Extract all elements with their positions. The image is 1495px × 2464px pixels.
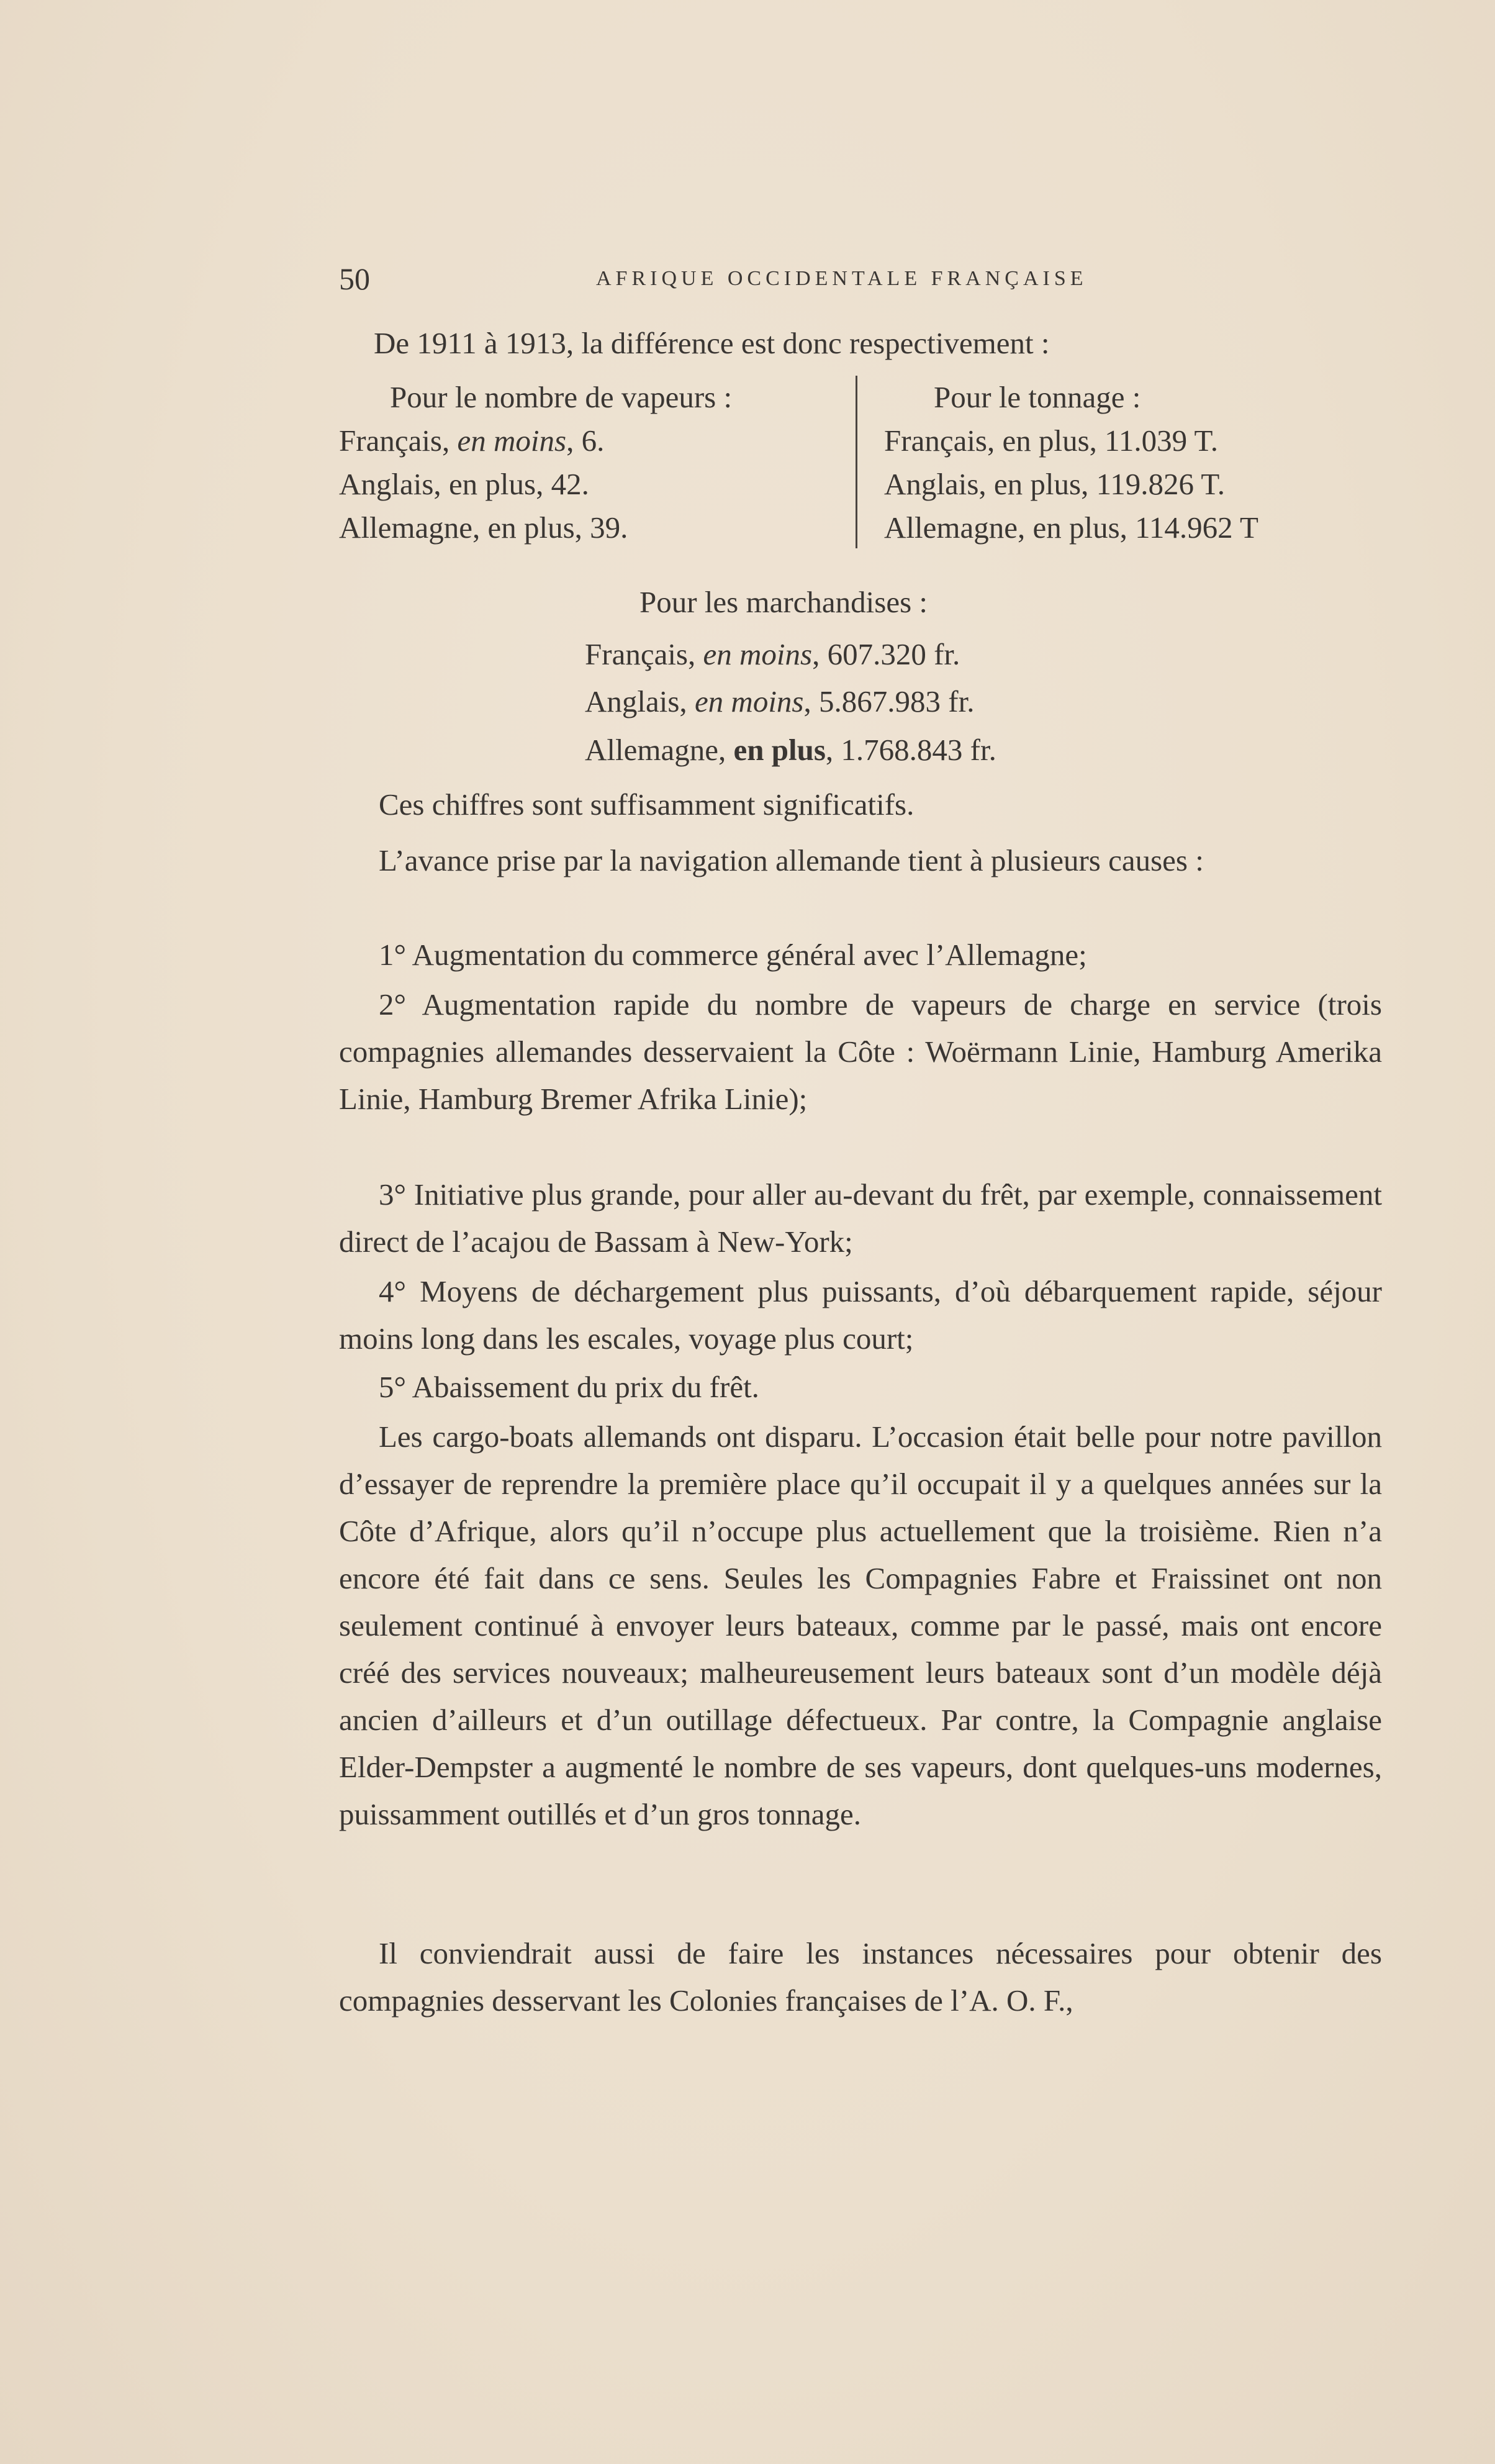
right-row: Allemagne, en plus, 114.962 T bbox=[884, 510, 1258, 545]
right-column-heading: Pour le tonnage : bbox=[934, 380, 1141, 414]
paragraph: 5° Abaissement du prix du frêt. bbox=[379, 1370, 759, 1404]
intro-line: De 1911 à 1913, la différence est donc respectivement : bbox=[374, 326, 1050, 360]
paragraph: Les cargo-boats allemands ont disparu. L’occasion était belle pour notre pavillon d’essayer de reprendre la première place qu’il occupait il y a quelques années sur la Côte d’Afrique, alors qu’il n’occupe plus actuellement que la troisième. Rien n’a encore été fait dans ce sens. Seules les Compagnies Fabre et Fraissinet ont non seulement continué à envoyer leurs bateaux, comme par le passé, mais ont encore créé des services nouveaux; malheureusement leurs bateaux sont d’un modèle déjà ancien d’ailleurs et d’un outillage défectueux. Par contre, la Compagnie anglaise Elder-Dempster a augmenté le nombre de ses vapeurs, dont quelques-uns modernes, puissamment outillés et d’un gros tonnage. bbox=[339, 1420, 1382, 1831]
left-column-heading: Pour le nombre de vapeurs : bbox=[390, 380, 733, 414]
goods-heading: Pour les marchandises : bbox=[639, 585, 928, 619]
paragraph: L’avance prise par la navigation allemande tient à plusieurs causes : bbox=[379, 843, 1204, 877]
column-divider bbox=[856, 376, 857, 548]
goods-row: Anglais, en moins, 5.867.983 fr. bbox=[585, 684, 975, 718]
goods-row: Français, en moins, 607.320 fr. bbox=[585, 637, 960, 671]
page-number: 50 bbox=[339, 261, 370, 296]
left-row: Français, en moins, 6. bbox=[339, 424, 605, 458]
left-row: Allemagne, en plus, 39. bbox=[339, 510, 628, 545]
paragraph: Il conviendrait aussi de faire les instances nécessaires pour obtenir des compagnies desservant les Colonies françaises de l’A. O. F., bbox=[339, 1936, 1382, 2018]
goods-row: Allemagne, en plus, 1.768.843 fr. bbox=[585, 733, 996, 767]
paragraph: Ces chiffres sont suffisamment significatifs. bbox=[379, 787, 915, 822]
running-title: AFRIQUE OCCIDENTALE FRANÇAISE bbox=[596, 267, 1088, 290]
paragraph: 3° Initiative plus grande, pour aller au-devant du frêt, par exemple, connaissement direct de l’acajou de Bassam à New-York; bbox=[339, 1177, 1382, 1259]
right-row: Français, en plus, 11.039 T. bbox=[884, 424, 1219, 458]
right-row: Anglais, en plus, 119.826 T. bbox=[884, 467, 1225, 501]
left-row: Anglais, en plus, 42. bbox=[339, 467, 589, 501]
paragraph: 2° Augmentation rapide du nombre de vapeurs de charge en service (trois compagnies allemandes desservaient la Côte : Woërmann Linie, Hamburg Amerika Linie, Hamburg Bremer Afrika Linie); bbox=[339, 987, 1382, 1116]
paragraph: 4° Moyens de déchargement plus puissants, d’où débarquement rapide, séjour moins long dans les escales, voyage plus court; bbox=[339, 1274, 1382, 1356]
paragraph: 1° Augmentation du commerce général avec l’Allemagne; bbox=[379, 938, 1087, 972]
